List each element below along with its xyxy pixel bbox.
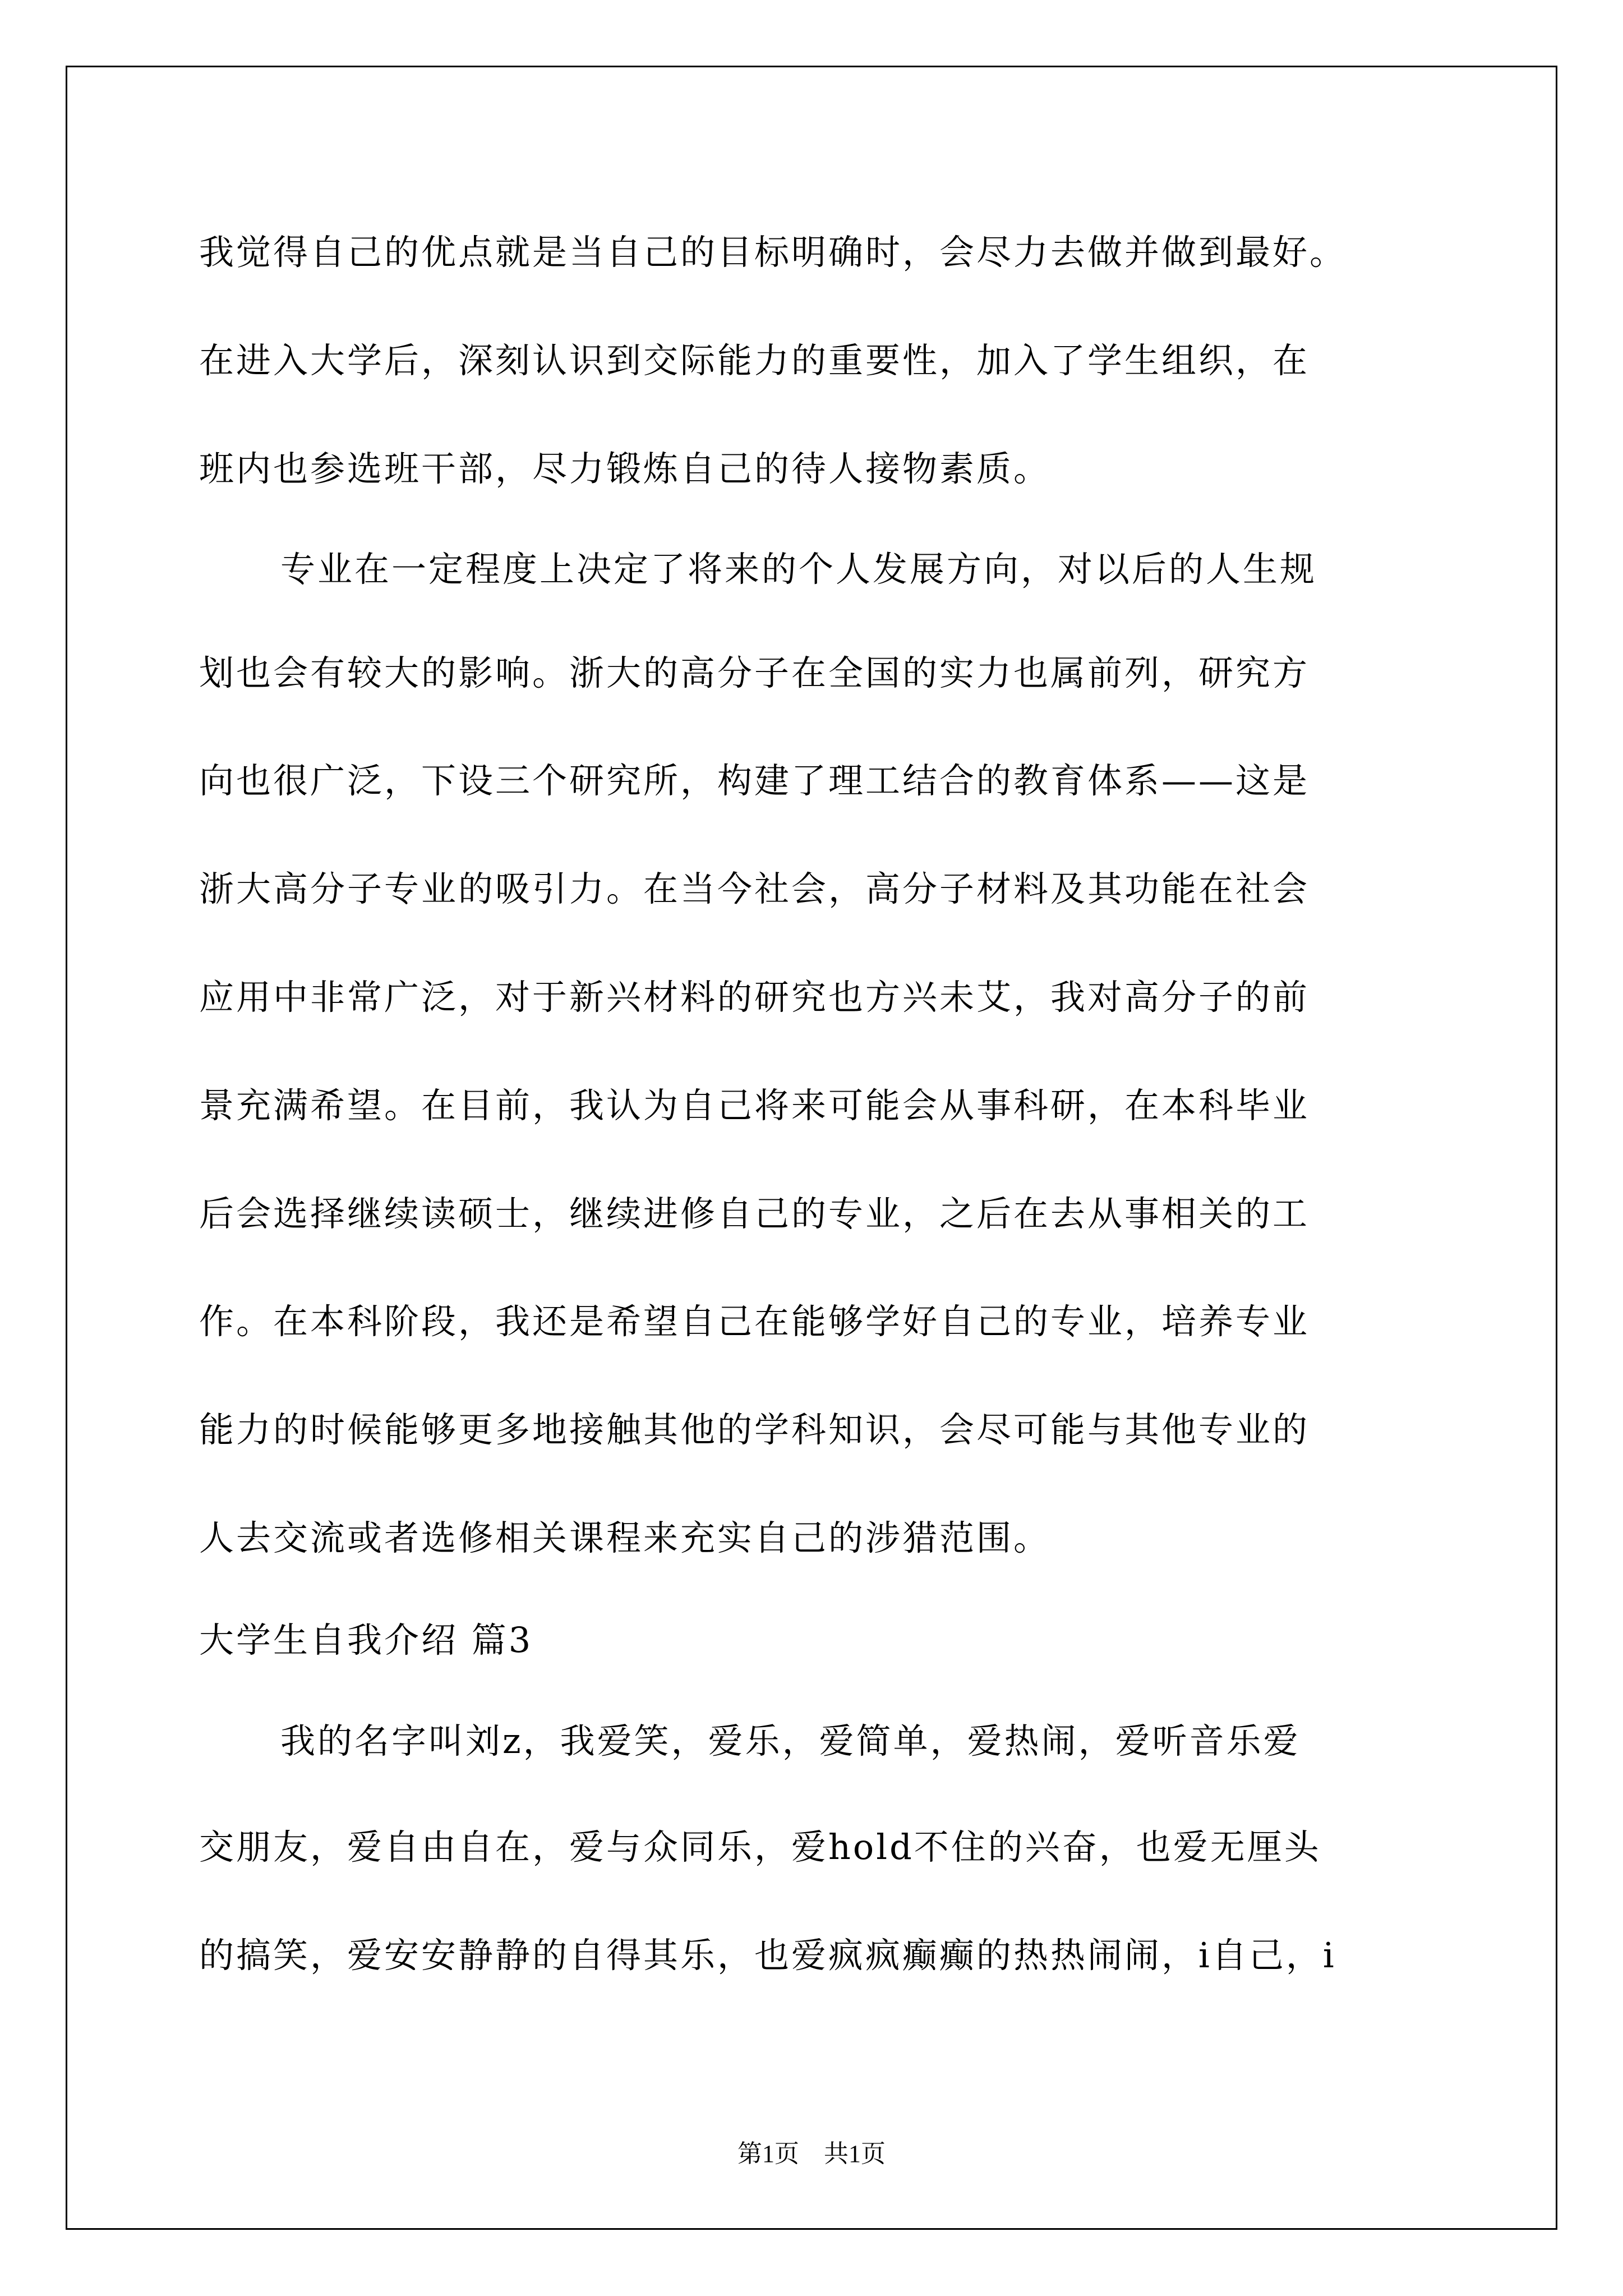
paragraph-line: 班内也参选班干部，尽力锻炼自己的待人接物素质。 xyxy=(199,448,1051,489)
paragraph-line: 在进入大学后，深刻认识到交际能力的重要性，加入了学生组织，在 xyxy=(199,340,1310,381)
paragraph-line: 划也会有较大的影响。浙大的高分子在全国的实力也属前列，研究方 xyxy=(199,652,1310,693)
section-heading: 大学生自我介绍 篇3 xyxy=(199,1619,533,1660)
page-footer xyxy=(0,2137,1623,2171)
paragraph-line: 后会选择继续读硕士，继续进修自己的专业，之后在去从事相关的工 xyxy=(199,1193,1310,1234)
page-number: 第1页 共1页 xyxy=(737,2140,886,2168)
paragraph-line: 专业在一定程度上决定了将来的个人发展方向，对以后的人生规 xyxy=(280,549,1317,590)
paragraph-line: 能力的时候能够更多地接触其他的学科知识，会尽可能与其他专业的 xyxy=(199,1409,1310,1450)
paragraph-line: 我觉得自己的优点就是当自己的目标明确时，会尽力去做并做到最好。 xyxy=(199,232,1347,273)
paragraph-line: 向也很广泛，下设三个研究所，构建了理工结合的教育体系——这是 xyxy=(199,760,1310,801)
paragraph-line: 浙大高分子专业的吸引力。在当今社会，高分子材料及其功能在社会 xyxy=(199,868,1310,909)
paragraph-line: 我的名字叫刘z，我爱笑，爱乐，爱简单，爱热闹，爱听音乐爱 xyxy=(280,1720,1301,1761)
paragraph-line: 交朋友，爱自由自在，爱与众同乐，爱hold不住的兴奋，也爱无厘头 xyxy=(199,1826,1321,1867)
paragraph-line: 的搞笑，爱安安静静的自得其乐，也爱疯疯癫癫的热热闹闹，i自己，i xyxy=(199,1935,1336,1976)
paragraph-line: 景充满希望。在目前，我认为自己将来可能会从事科研，在本科毕业 xyxy=(199,1085,1310,1126)
paragraph-line: 人去交流或者选修相关课程来充实自己的涉猎范围。 xyxy=(199,1517,1051,1558)
paragraph-line: 应用中非常广泛，对于新兴材料的研究也方兴未艾，我对高分子的前 xyxy=(199,977,1310,1018)
paragraph-line: 作。在本科阶段，我还是希望自己在能够学好自己的专业，培养专业 xyxy=(199,1301,1310,1342)
